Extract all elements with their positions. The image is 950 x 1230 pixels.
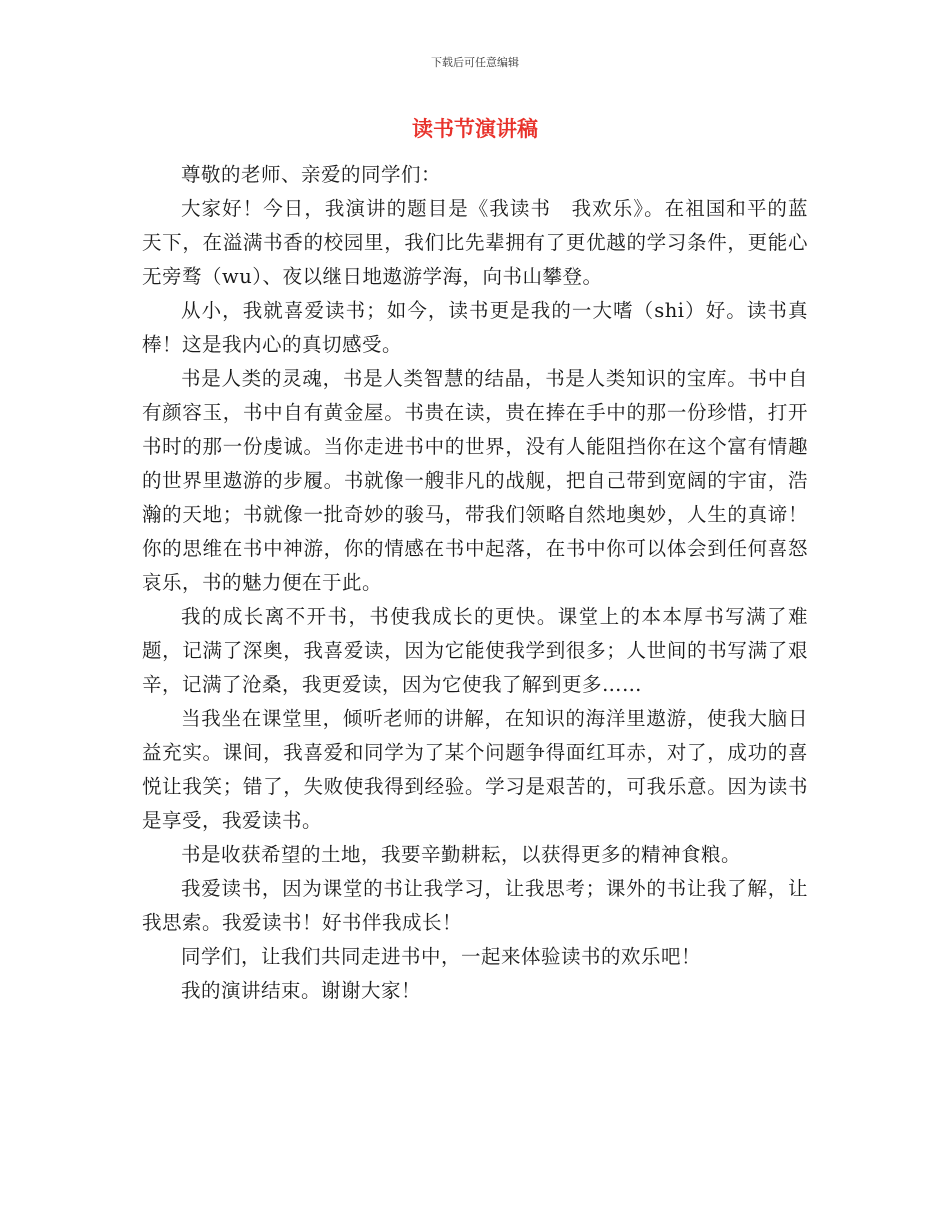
paragraph-intro: 大家好！今日，我演讲的题目是《我读书 我欢乐》。在祖国和平的蓝天下，在溢满书香的校园里，我们比先辈拥有了更优越的学习条件，更能心无旁骛（wu）、夜以继日地遨游学海，向书山攀登。 (142, 197, 808, 288)
paragraph-invitation: 同学们，让我们共同走进书中，一起来体验读书的欢乐吧！ (181, 945, 702, 968)
paragraph-love-reading: 我爱读书，因为课堂的书让我学习，让我思考；课外的书让我了解，让我思索。我爱读书！好书伴我成长！ (142, 877, 808, 934)
paragraph-book-soul: 书是人类的灵魂，书是人类智慧的结晶，书是人类知识的宝库。书中自有颜容玉，书中自有黄金屋。书贵在读，贵在捧在手中的那一份珍惜，打开书时的那一份虔诚。当你走进书中的世界，没有人能阻挡你在这个富有情趣的世界里遨游的步履。书就像一艘非凡的战舰，把自己带到宽阔的宇宙，浩瀚的天地；书就像一批奇妙的骏马，带我们领略自然地奥妙，人生的真谛！你的思维在书中神游，你的情感在书中起落，在书中你可以体会到任何喜怒哀乐，书的魅力便在于此。 (142, 367, 808, 594)
paragraph-childhood: 从小，我就喜爱读书；如今，读书更是我的一大嗜（shi）好。读书真棒！这是我内心的真切感受。 (142, 299, 808, 356)
document-title: 读书节演讲稿 (412, 117, 538, 141)
paragraph-classroom: 当我坐在课堂里，倾听老师的讲解，在知识的海洋里遨游，使我大脑日益充实。课间，我喜爱和同学为了某个问题争得面红耳赤，对了，成功的喜悦让我笑；错了，失败使我得到经验。学习是艰苦的，可我乐意。因为读书是享受，我爱读书。 (142, 707, 808, 832)
paragraph-harvest: 书是收获希望的土地，我要辛勤耕耘，以获得更多的精神食粮。 (181, 843, 742, 866)
paragraph-closing: 我的演讲结束。谢谢大家！ (181, 979, 422, 1002)
header-note: 下载后可任意编辑 (431, 56, 519, 69)
paragraph-greeting: 尊敬的老师、亲爱的同学们： (181, 163, 442, 186)
paragraph-growth: 我的成长离不开书，书使我成长的更快。课堂上的本本厚书写满了难题，记满了深奥，我喜爱读，因为它能使我学到很多；人世间的书写满了艰辛，记满了沧桑，我更爱读，因为它使我了解到更多…… (142, 605, 808, 696)
speech-body (142, 158, 808, 1008)
